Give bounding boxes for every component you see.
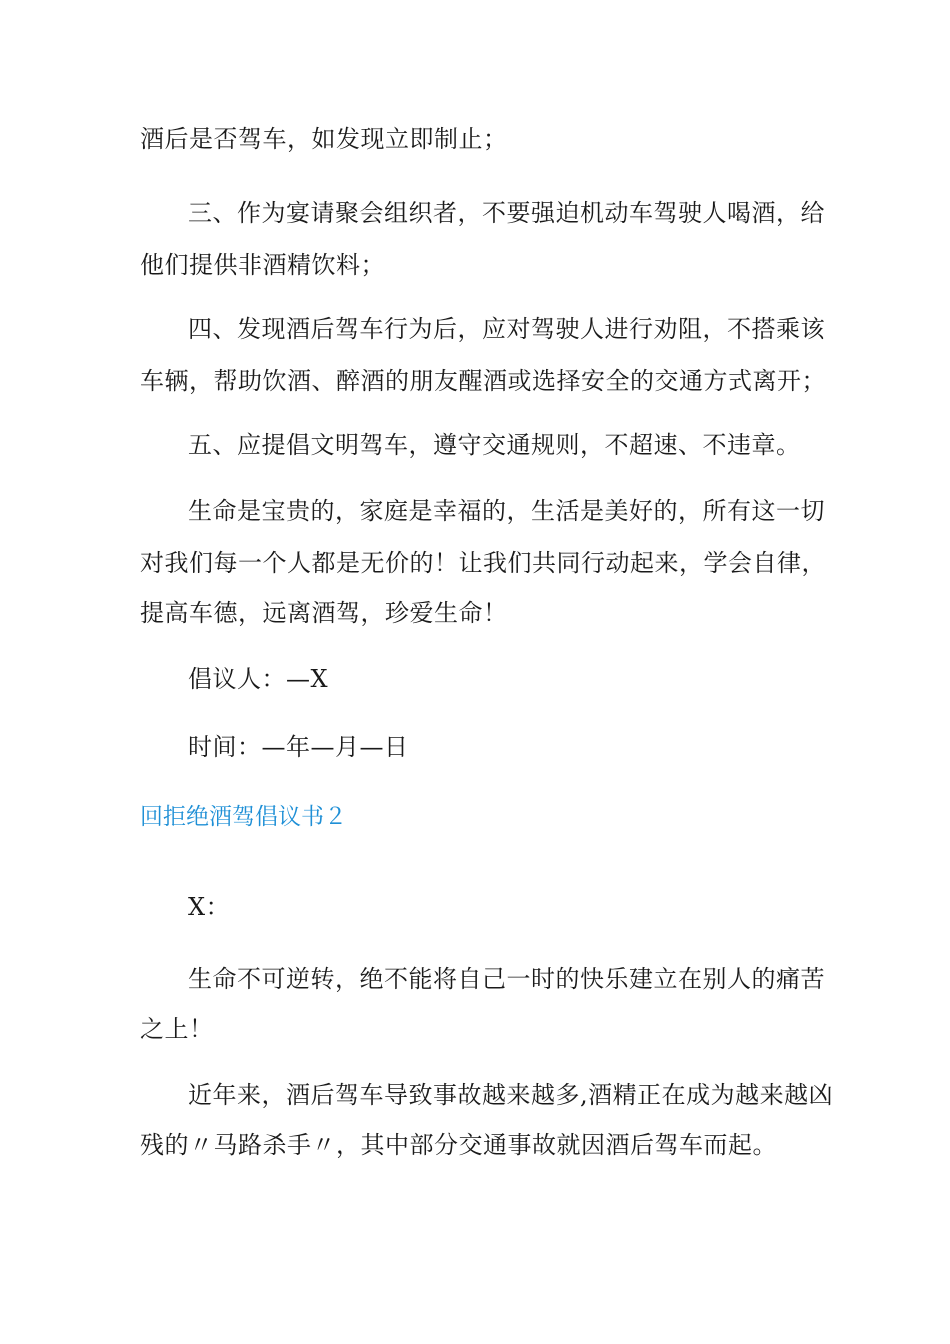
paragraph-line: 生命不可逆转，绝不能将自己一时的快乐建立在别人的痛苦 <box>188 965 825 993</box>
paragraph-line: 酒后是否驾车，如发现立即制止； <box>140 125 508 153</box>
paragraph-line: 之上！ <box>140 1015 214 1043</box>
paragraph-line: 五、应提倡文明驾车，遵守交通规则，不超速、不违章。 <box>188 431 801 459</box>
paragraph-line: 近年来，酒后驾车导致事故越来越多,酒精正在成为越来越凶 <box>188 1081 834 1109</box>
paragraph-line: 生命是宝贵的，家庭是幸福的，生活是美好的，所有这一切 <box>188 497 825 525</box>
paragraph-line: 三、作为宴请聚会组织者，不要强迫机动车驾驶人喝酒，给 <box>188 199 825 227</box>
date-line: 时间：—年—月—日 <box>188 733 409 761</box>
paragraph-line: 四、发现酒后驾车行为后，应对驾驶人进行劝阻，不搭乘该 <box>188 315 825 343</box>
section-heading: 回拒绝酒驾倡议书２ <box>140 804 347 830</box>
paragraph-line: 残的〃马路杀手〃，其中部分交通事故就因酒后驾车而起。 <box>140 1131 777 1159</box>
initiator-line: 倡议人：—X <box>188 665 329 693</box>
paragraph-line: 提高车德，远离酒驾，珍爱生命！ <box>140 599 508 627</box>
salutation-line: X： <box>188 893 231 921</box>
paragraph-line: 对我们每一个人都是无价的！让我们共同行动起来，学会自律， <box>140 549 826 577</box>
paragraph-line: 他们提供非酒精饮料； <box>140 251 385 279</box>
paragraph-line: 车辆，帮助饮酒、醉酒的朋友醒酒或选择安全的交通方式离开； <box>140 367 826 395</box>
